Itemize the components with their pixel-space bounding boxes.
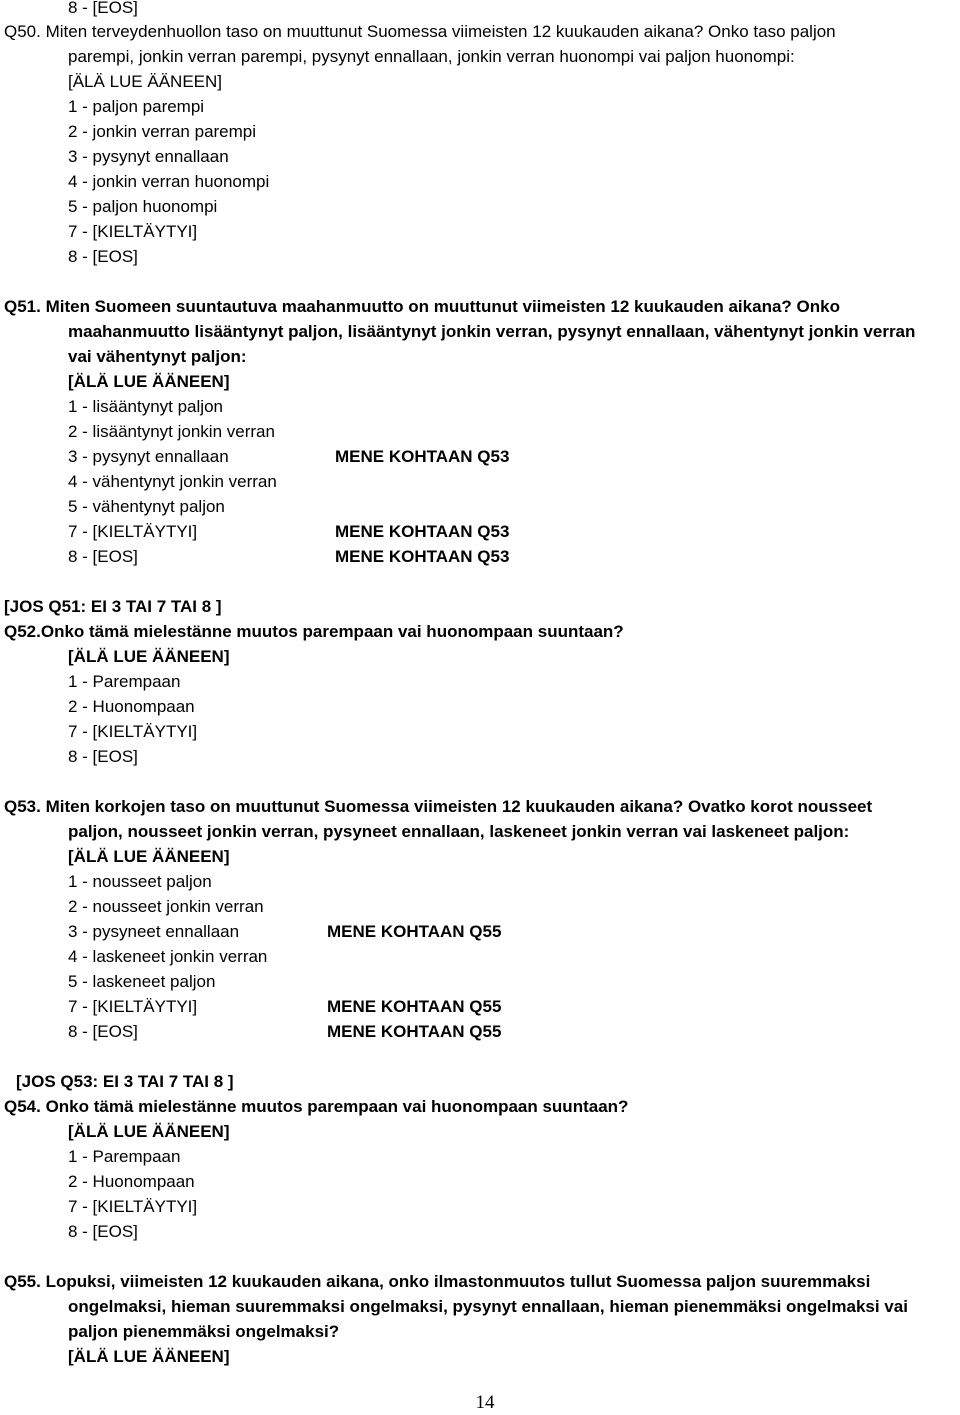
question-text: vai vähentynyt paljon:: [68, 347, 247, 366]
question-text: paljon pienemmäksi ongelmaksi?: [68, 1322, 340, 1341]
option-item: 8 - [EOS]: [68, 0, 138, 17]
routing-instruction: MENE KOHTAAN Q53: [335, 547, 510, 566]
question-text: Q53. Miten korkojen taso on muuttunut Suomessa viimeisten 12 kuukauden aikana? Ovatko korot nousseet: [4, 797, 873, 816]
interviewer-instruction: [ÄLÄ LUE ÄÄNEEN]: [68, 1122, 230, 1141]
option-item: 3 - pysynyt ennallaan: [68, 147, 229, 166]
interviewer-instruction: [ÄLÄ LUE ÄÄNEEN]: [68, 647, 230, 666]
page-number: 14: [475, 1392, 495, 1413]
interviewer-instruction: [ÄLÄ LUE ÄÄNEEN]: [68, 372, 230, 391]
routing-instruction: MENE KOHTAAN Q55: [327, 1022, 502, 1041]
option-item: 3 - pysynyt ennallaan: [68, 447, 229, 466]
option-item: 2 - nousseet jonkin verran: [68, 897, 264, 916]
option-item: 8 - [EOS]: [68, 547, 138, 566]
filter-condition: [JOS Q51: EI 3 TAI 7 TAI 8 ]: [4, 597, 222, 616]
option-item: 1 - lisääntynyt paljon: [68, 397, 223, 416]
interviewer-instruction: [ÄLÄ LUE ÄÄNEEN]: [68, 72, 223, 91]
option-item: 7 - [KIELTÄYTYI]: [68, 522, 198, 541]
question-text: Q55. Lopuksi, viimeisten 12 kuukauden aikana, onko ilmastonmuutos tullut Suomessa paljon suuremmaksi: [4, 1272, 871, 1291]
question-text: ongelmaksi, hieman suuremmaksi ongelmaksi, pysynyt ennallaan, hieman pienemmäksi ongelmaksi vai: [68, 1297, 908, 1316]
filter-condition: [JOS Q53: EI 3 TAI 7 TAI 8 ]: [16, 1072, 234, 1091]
option-item: 1 - paljon parempi: [68, 97, 205, 116]
interviewer-instruction: [ÄLÄ LUE ÄÄNEEN]: [68, 1347, 230, 1366]
option-item: 8 - [EOS]: [68, 747, 138, 766]
question-text: Q54. Onko tämä mielestänne muutos parempaan vai huonompaan suuntaan?: [4, 1097, 629, 1116]
option-item: 7 - [KIELTÄYTYI]: [68, 1197, 198, 1216]
option-item: 1 - Parempaan: [68, 1147, 181, 1166]
option-item: 8 - [EOS]: [68, 247, 138, 266]
question-text: Q50. Miten terveydenhuollon taso on muuttunut Suomessa viimeisten 12 kuukauden aikana? Onko taso paljon: [4, 22, 836, 41]
option-item: 4 - jonkin verran huonompi: [68, 172, 270, 191]
option-item: 1 - nousseet paljon: [68, 872, 212, 891]
option-item: 7 - [KIELTÄYTYI]: [68, 722, 198, 741]
option-item: 7 - [KIELTÄYTYI]: [68, 997, 198, 1016]
question-text: maahanmuutto lisääntynyt paljon, lisääntynyt jonkin verran, pysynyt ennallaan, vähentynyt jonkin verran: [68, 322, 916, 341]
option-item: 2 - jonkin verran parempi: [68, 122, 257, 141]
option-item: 8 - [EOS]: [68, 1022, 138, 1041]
option-item: 5 - paljon huonompi: [68, 197, 218, 216]
option-item: 2 - Huonompaan: [68, 697, 195, 716]
routing-instruction: MENE KOHTAAN Q55: [327, 997, 502, 1016]
option-item: 5 - laskeneet paljon: [68, 972, 216, 991]
option-item: 1 - Parempaan: [68, 672, 181, 691]
routing-instruction: MENE KOHTAAN Q53: [335, 522, 510, 541]
routing-instruction: MENE KOHTAAN Q55: [327, 922, 502, 941]
option-item: 7 - [KIELTÄYTYI]: [68, 222, 198, 241]
option-item: 4 - laskeneet jonkin verran: [68, 947, 268, 966]
option-item: 8 - [EOS]: [68, 1222, 138, 1241]
option-item: 2 - Huonompaan: [68, 1172, 195, 1191]
question-text: parempi, jonkin verran parempi, pysynyt ennallaan, jonkin verran huonompi vai paljon huonompi:: [68, 47, 795, 66]
option-item: 2 - lisääntynyt jonkin verran: [68, 422, 275, 441]
option-item: 4 - vähentynyt jonkin verran: [68, 472, 277, 491]
routing-instruction: MENE KOHTAAN Q53: [335, 447, 510, 466]
option-item: 5 - vähentynyt paljon: [68, 497, 225, 516]
question-text: Q51. Miten Suomeen suuntautuva maahanmuutto on muuttunut viimeisten 12 kuukauden aikana? Onko: [4, 297, 840, 316]
question-text: Q52.Onko tämä mielestänne muutos parempaan vai huonompaan suuntaan?: [4, 622, 624, 641]
interviewer-instruction: [ÄLÄ LUE ÄÄNEEN]: [68, 847, 230, 866]
option-item: 3 - pysyneet ennallaan: [68, 922, 240, 941]
question-text: paljon, nousseet jonkin verran, pysyneet ennallaan, laskeneet jonkin verran vai laskeneet paljon:: [68, 822, 850, 841]
